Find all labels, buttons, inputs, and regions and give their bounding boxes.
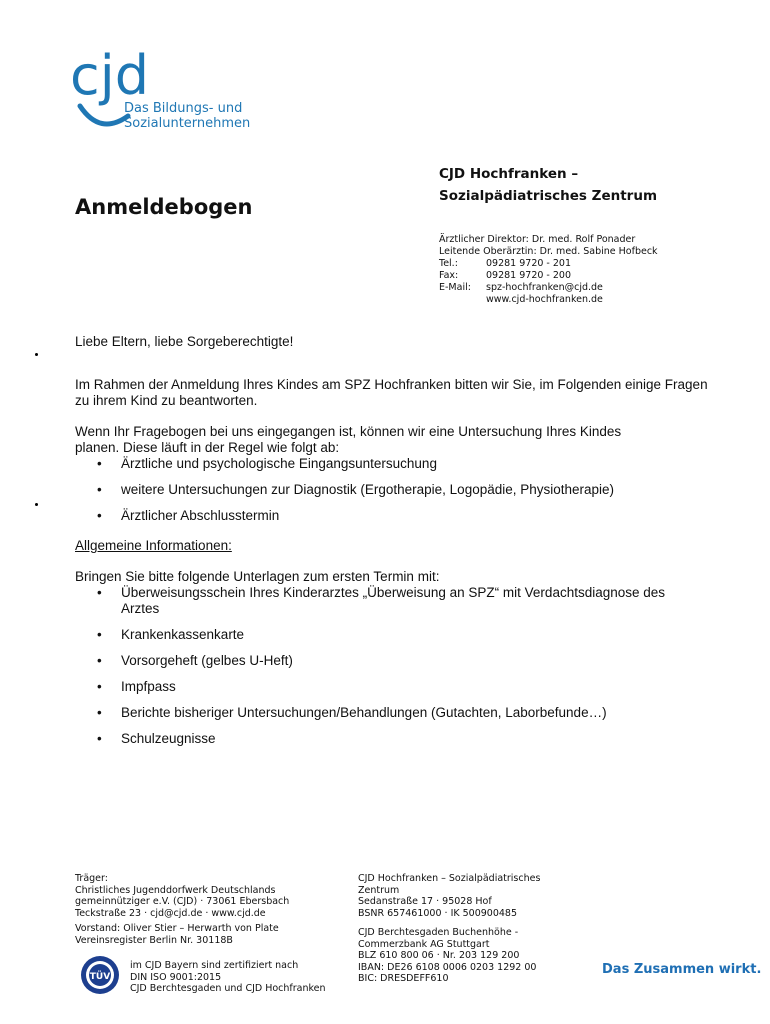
cert-line1: im CJD Bayern sind zertifiziert nach: [130, 960, 299, 971]
tuv-certification-badge: [80, 955, 120, 995]
footer-center-info: [358, 873, 540, 985]
letter-body: [75, 334, 715, 757]
logo-swoosh: [80, 106, 128, 124]
cert-line3: CJD Berchtesgaden und CJD Hochfranken: [130, 983, 326, 994]
cjd-logo: [70, 44, 270, 134]
list-item: • Ärztlicher Abschlusstermin: [75, 508, 715, 524]
center-line4: BSNR 657461000 · IK 500900485: [358, 907, 518, 919]
logo-tagline-line2: Sozialunternehmen: [124, 116, 251, 131]
fax-label: Fax:: [439, 270, 459, 281]
sponsor-line1: Christliches Jugenddorfwerk Deutschlands: [75, 884, 276, 896]
tel-row: [439, 258, 658, 270]
slogan: Das Zusammen wirkt.: [602, 962, 762, 977]
certification-text: [130, 960, 326, 995]
margin-mark: [35, 353, 38, 356]
list-item: • Schulzeugnisse: [75, 731, 715, 747]
list-item: • Impfpass: [75, 679, 715, 695]
web-row: [439, 294, 658, 306]
list-item: • Berichte bisheriger Untersuchungen/Behandlungen (Gutachten, Laborbefunde…): [75, 705, 715, 721]
register-line: Vereinsregister Berlin Nr. 30118B: [75, 934, 233, 946]
email-value[interactable]: spz-hochfranken@cjd.de: [486, 282, 603, 293]
sponsor-label: Träger:: [75, 873, 108, 884]
email-label: E-Mail:: [439, 282, 471, 293]
contact-block: [439, 234, 658, 306]
logo-tagline: [124, 101, 250, 131]
process-paragraph: [75, 424, 715, 456]
list-item: • Vorsorgeheft (gelbes U-Heft): [75, 653, 715, 669]
org-name-line2: Sozialpädiatrisches Zentrum: [439, 188, 658, 204]
greeting: Liebe Eltern, liebe Sorgeberechtigte!: [75, 334, 294, 349]
margin-mark: [35, 503, 38, 506]
list-item: • Ärztliche und psychologische Eingangsuntersuchung: [75, 456, 715, 472]
fax-row: [439, 270, 658, 282]
tel-label: Tel.:: [439, 258, 458, 269]
process-line1: Wenn Ihr Fragebogen bei uns eingegangen ist, können wir eine Untersuchung Ihres Kindes: [75, 424, 622, 439]
intro-paragraph: Im Rahmen der Anmeldung Ihres Kindes am SPZ Hochfranken bitten wir Sie, im Folgenden einige Fragen zu ihrem Kind zu beantworten.: [75, 377, 708, 408]
bank-line5: BIC: DRESDEFF610: [358, 973, 449, 984]
process-list: [75, 456, 715, 524]
board-line: Vorstand: Oliver Stier – Herwarth von Plate: [75, 923, 279, 934]
org-name-line1: CJD Hochfranken –: [439, 166, 579, 182]
tuv-seal-icon: [80, 955, 120, 995]
tuv-seal-label: TÜV: [89, 972, 111, 982]
logo-tagline-line1: Das Bildungs- und: [124, 101, 243, 116]
footer-sponsor: [75, 873, 289, 946]
center-line1: CJD Hochfranken – Sozialpädiatrisches: [358, 873, 541, 884]
bank-line1: CJD Berchtesgaden Buchenhöhe -: [358, 927, 519, 938]
logo-brand-text: cjd: [70, 44, 149, 107]
process-line2: planen. Diese läuft in der Regel wie folgt ab:: [75, 440, 340, 455]
email-row: [439, 282, 658, 294]
list-item: • Überweisungsschein Ihres Kinderarztes „Überweisung an SPZ“ mit Verdachtsdiagnose des Arztes: [75, 585, 701, 617]
section-heading: Allgemeine Informationen:: [75, 538, 232, 553]
sponsor-line2: gemeinnütziger e.V. (CJD) · 73061 Ebersbach: [75, 896, 290, 907]
bank-line2: Commerzbank AG Stuttgart: [358, 938, 490, 950]
tel-value: 09281 9720 - 201: [486, 258, 572, 269]
bring-intro: Bringen Sie bitte folgende Unterlagen zum ersten Termin mit:: [75, 569, 440, 584]
document-title: Anmeldebogen: [75, 195, 253, 219]
director-line: Ärztlicher Direktor: Dr. med. Rolf Ponader: [439, 234, 636, 245]
list-item: • Krankenkassenkarte: [75, 627, 715, 643]
sponsor-line3: Teckstraße 23 · cjd@cjd.de · www.cjd.de: [75, 907, 266, 919]
org-name: [439, 163, 657, 207]
senior-physician-line: Leitende Oberärztin: Dr. med. Sabine Hofbeck: [439, 246, 658, 257]
cert-line2: DIN ISO 9001:2015: [130, 971, 222, 983]
center-line2: Zentrum: [358, 884, 400, 896]
bank-line3: BLZ 610 800 06 · Nr. 203 129 200: [358, 950, 520, 961]
fax-value: 09281 9720 - 200: [486, 270, 572, 281]
center-line3: Sedanstraße 17 · 95028 Hof: [358, 896, 492, 907]
documents-list: [75, 585, 715, 747]
website-value[interactable]: www.cjd-hochfranken.de: [486, 294, 603, 305]
bank-line4: IBAN: DE26 6108 0006 0203 1292 00: [358, 961, 537, 973]
list-item: • weitere Untersuchungen zur Diagnostik (Ergotherapie, Logopädie, Physiotherapie): [75, 482, 715, 498]
